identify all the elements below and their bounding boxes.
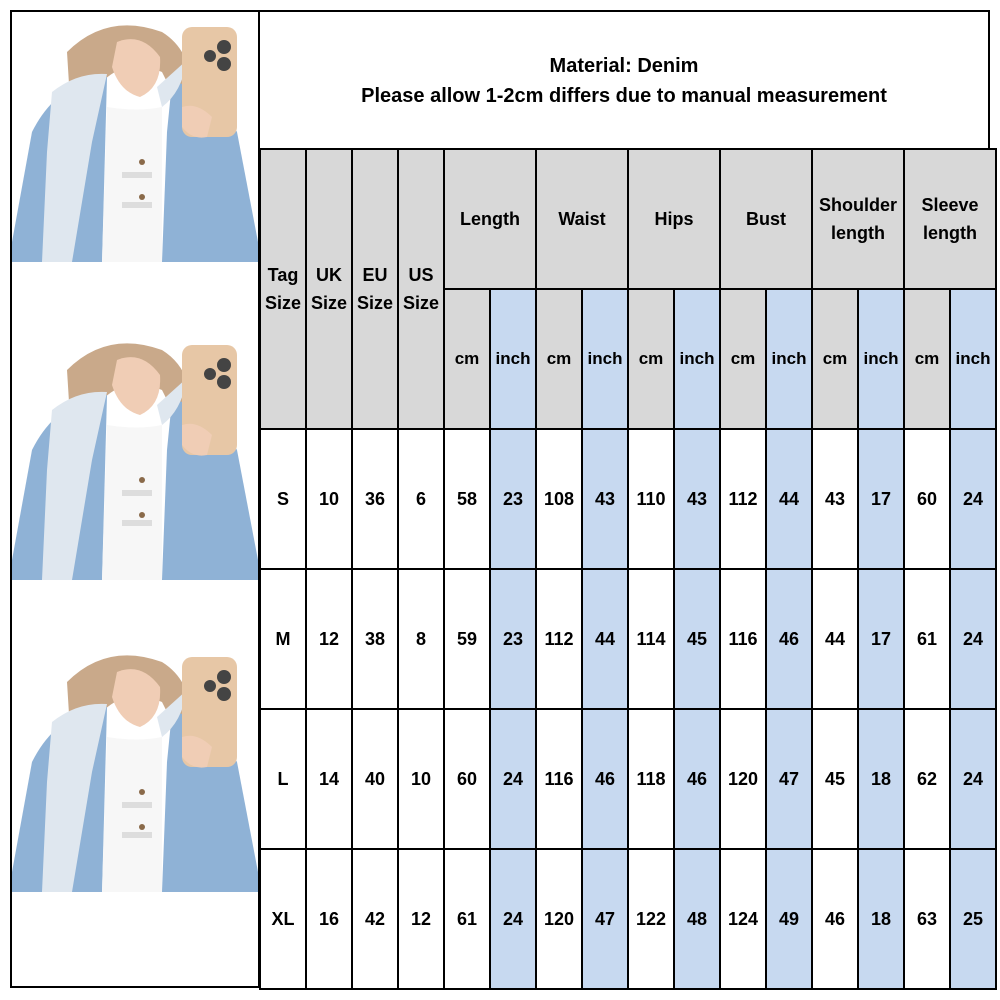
material-label: Material: Denim <box>549 54 699 77</box>
cell-uk: 16 <box>306 849 352 989</box>
table-row <box>260 709 996 849</box>
cell-cm-value: 45 <box>812 709 858 849</box>
cell-cm-value: 61 <box>444 849 490 989</box>
unit-cm: cm <box>444 289 490 429</box>
cell-cm-value: 120 <box>720 709 766 849</box>
denim-jacket-model-icon <box>12 12 258 262</box>
header-us-size: US Size <box>398 149 444 429</box>
cell-cm-value: 44 <box>812 569 858 709</box>
cell-inch-value: 17 <box>858 429 904 569</box>
cell-inch-value: 24 <box>950 429 996 569</box>
cell-cm-value: 110 <box>628 429 674 569</box>
header-waist: Waist <box>536 149 628 289</box>
cell-us: 10 <box>398 709 444 849</box>
cell-inch-value: 24 <box>950 709 996 849</box>
header-shoulder-length: Shoulder length <box>812 149 904 289</box>
cell-cm-value: 61 <box>904 569 950 709</box>
cell-eu: 40 <box>352 709 398 849</box>
cell-inch-value: 49 <box>766 849 812 989</box>
cell-uk: 12 <box>306 569 352 709</box>
header-sleeve-length: Sleeve length <box>904 149 996 289</box>
product-photos <box>12 12 258 986</box>
cell-cm-value: 120 <box>536 849 582 989</box>
cell-cm-value: 118 <box>628 709 674 849</box>
cell-inch-value: 24 <box>490 849 536 989</box>
cell-cm-value: 116 <box>536 709 582 849</box>
cell-cm-value: 63 <box>904 849 950 989</box>
unit-inch: inch <box>582 289 628 429</box>
cell-eu: 38 <box>352 569 398 709</box>
unit-inch: inch <box>490 289 536 429</box>
product-photo-3 <box>12 642 258 892</box>
size-table <box>259 148 997 990</box>
cell-inch-value: 47 <box>766 709 812 849</box>
cell-cm-value: 116 <box>720 569 766 709</box>
product-photo-1 <box>12 12 258 262</box>
unit-cm: cm <box>536 289 582 429</box>
cell-inch-value: 17 <box>858 569 904 709</box>
cell-cm-value: 62 <box>904 709 950 849</box>
cell-us: 8 <box>398 569 444 709</box>
unit-cm: cm <box>720 289 766 429</box>
cell-inch-value: 48 <box>674 849 720 989</box>
cell-uk: 10 <box>306 429 352 569</box>
cell-cm-value: 122 <box>628 849 674 989</box>
cell-inch-value: 46 <box>766 569 812 709</box>
cell-cm-value: 60 <box>904 429 950 569</box>
cell-inch-value: 25 <box>950 849 996 989</box>
cell-us: 6 <box>398 429 444 569</box>
cell-cm-value: 59 <box>444 569 490 709</box>
size-rows <box>260 429 996 989</box>
cell-uk: 14 <box>306 709 352 849</box>
denim-jacket-model-icon <box>12 330 258 580</box>
table-row <box>260 429 996 569</box>
cell-cm-value: 58 <box>444 429 490 569</box>
cell-inch-value: 23 <box>490 429 536 569</box>
cell-tag: L <box>260 709 306 849</box>
cell-cm-value: 46 <box>812 849 858 989</box>
header-length: Length <box>444 149 536 289</box>
cell-tag: M <box>260 569 306 709</box>
table-row <box>260 569 996 709</box>
header-bust: Bust <box>720 149 812 289</box>
unit-inch: inch <box>766 289 812 429</box>
cell-inch-value: 43 <box>674 429 720 569</box>
cell-inch-value: 24 <box>950 569 996 709</box>
cell-us: 12 <box>398 849 444 989</box>
cell-inch-value: 44 <box>582 569 628 709</box>
unit-inch: inch <box>858 289 904 429</box>
measurement-note: Please allow 1-2cm differs due to manual measurement <box>361 84 887 107</box>
cell-cm-value: 112 <box>536 569 582 709</box>
cell-tag: S <box>260 429 306 569</box>
table-row <box>260 849 996 989</box>
unit-inch: inch <box>950 289 996 429</box>
cell-tag: XL <box>260 849 306 989</box>
cell-cm-value: 114 <box>628 569 674 709</box>
header-tag-size: Tag Size <box>260 149 306 429</box>
cell-cm-value: 108 <box>536 429 582 569</box>
cell-cm-value: 43 <box>812 429 858 569</box>
header-uk-size: UK Size <box>306 149 352 429</box>
cell-inch-value: 46 <box>582 709 628 849</box>
header-eu-size: EU Size <box>352 149 398 429</box>
cell-cm-value: 112 <box>720 429 766 569</box>
cell-inch-value: 46 <box>674 709 720 849</box>
cell-eu: 42 <box>352 849 398 989</box>
cell-eu: 36 <box>352 429 398 569</box>
cell-inch-value: 43 <box>582 429 628 569</box>
cell-cm-value: 124 <box>720 849 766 989</box>
cell-inch-value: 24 <box>490 709 536 849</box>
cell-inch-value: 23 <box>490 569 536 709</box>
cell-inch-value: 18 <box>858 849 904 989</box>
unit-cm: cm <box>904 289 950 429</box>
header-hips: Hips <box>628 149 720 289</box>
cell-cm-value: 60 <box>444 709 490 849</box>
cell-inch-value: 47 <box>582 849 628 989</box>
cell-inch-value: 18 <box>858 709 904 849</box>
unit-cm: cm <box>628 289 674 429</box>
unit-cm: cm <box>812 289 858 429</box>
product-photo-2 <box>12 330 258 580</box>
cell-inch-value: 44 <box>766 429 812 569</box>
chart-header <box>260 12 988 149</box>
denim-jacket-model-icon <box>12 642 258 892</box>
unit-inch: inch <box>674 289 720 429</box>
cell-inch-value: 45 <box>674 569 720 709</box>
